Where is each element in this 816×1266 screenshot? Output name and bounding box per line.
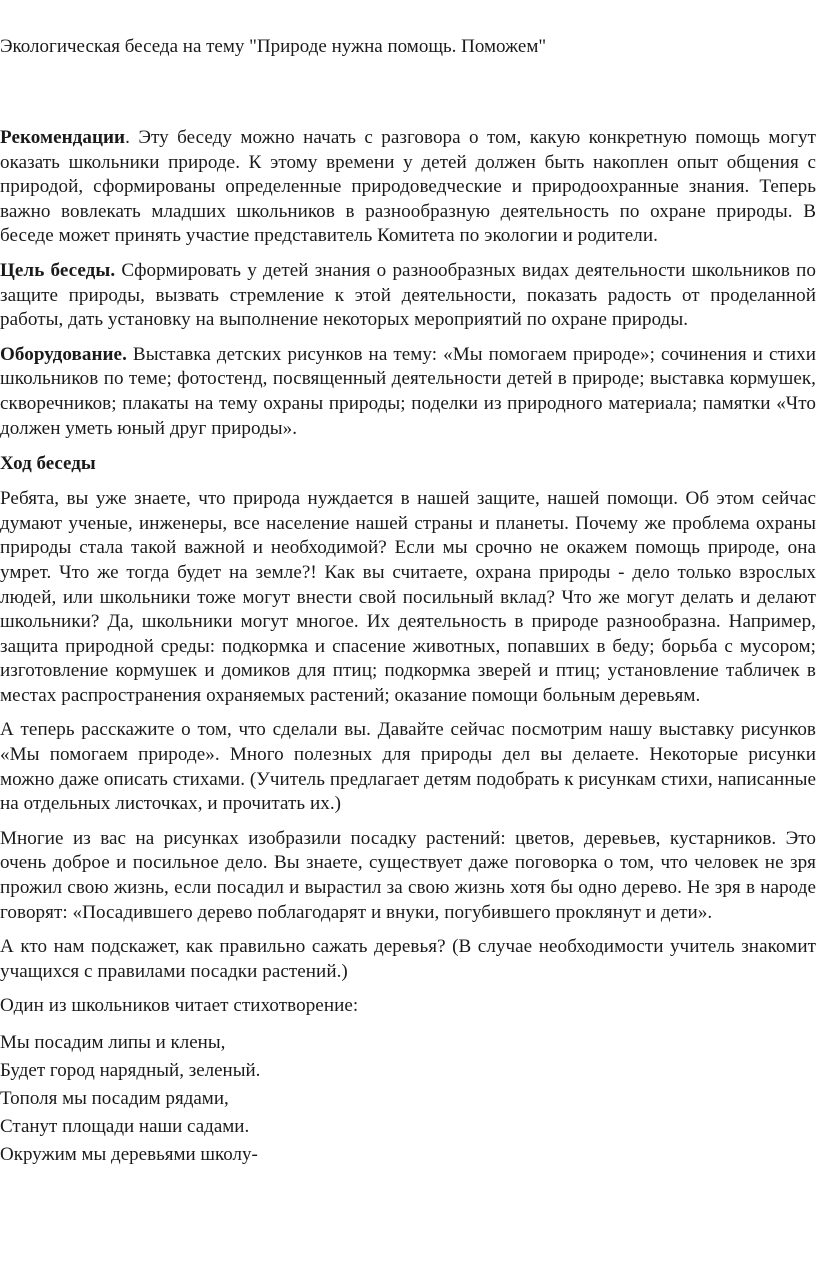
poem-line: Станут площади наши садами. <box>0 1116 250 1137</box>
body-paragraph: А кто нам подскажет, как правильно сажать деревья? (В случае необходимости учитель знакомит учащихся с правилами посадки растений.) <box>0 936 816 982</box>
goal-paragraph <box>0 259 816 333</box>
body-paragraph: Ребята, вы уже знаете, что природа нуждается в нашей защите, нашей помощи. Об этом сейчас думают ученые, инженеры, все население нашей страны и планеты. Почему же проблема охраны природы стала такой важной и необходимой? Если мы срочно не окажем помощь природе, она умрет. Что же тогда будет на земле?! Как вы считаете, охрана природы - дело только взрослых людей, или школьники тоже могут внести свой посильный вклад? Что же могут делать и делают школьники? Да, школьники могут многое. Их деятельность в природе разнообразна. Например, защита природной среды: подкормка и спасение животных, попавших в беду; борьба с мусором; изготовление кормушек и домиков для птиц; подкормка зверей и птиц; установление табличек в местах распространения охраняемых растений; оказание помощи больным деревьям. <box>0 488 816 706</box>
equipment-paragraph <box>0 343 816 441</box>
recommendations-text: . Эту беседу можно начать с разговора о том, какую конкретную помощь могут оказать школьники природе. К этому времени у детей должен быть накоплен опыт общения с природой, сформированы определенные природоведческие и природоохранные знания. Теперь важно вовлекать младших школьников в разнообразную деятельность по охране природы. В беседе может принять участие представитель Комитета по экологии и родители. <box>0 127 816 247</box>
recommendations-label: Рекомендации <box>0 127 126 148</box>
goal-text: Сформировать у детей знания о разнообразных видах деятельности школьников по защите природы, вызвать стремление к этой деятельности, показать радость от проделанной работы, дать установку на выполнение некоторых мероприятий по охране природы. <box>0 259 816 331</box>
poem-line: Тополя мы посадим рядами, <box>0 1088 229 1109</box>
poem <box>0 1029 816 1169</box>
goal-label: Цель беседы. <box>0 259 116 281</box>
poem-line: Окружим мы деревьями школу- <box>0 1144 258 1165</box>
document-body <box>0 126 816 1169</box>
document-title: Экологическая беседа на тему "Природе нужна помощь. Поможем" <box>0 36 547 57</box>
progress-heading: Ход беседы <box>0 453 96 475</box>
equipment-text: Выставка детских рисунков на тему: «Мы помогаем природе»; сочинения и стихи школьников по теме; фотостенд, посвященный деятельности детей в природе; выставка кормушек, скворечников; плакаты на тему охраны природы; поделки из природного материала; памятки «Что должен уметь юный друг природы». <box>0 343 816 439</box>
body-paragraph: Многие из вас на рисунках изобразили посадку растений: цветов, деревьев, кустарников. Это очень доброе и посильное дело. Вы знаете, существует даже поговорка о том, что человек не зря прожил свою жизнь, если посадил и вырастил за свою жизнь хотя бы одно дерево. Не зря в народе говорят: «Посадившего дерево поблагодарят и внуки, погубившего проклянут и дети». <box>0 827 816 923</box>
body-paragraph: Один из школьников читает стихотворение: <box>0 995 359 1017</box>
poem-line: Мы посадим липы и клены, <box>0 1032 226 1053</box>
poem-line: Будет город нарядный, зеленый. <box>0 1060 261 1081</box>
equipment-label: Оборудование. <box>0 343 127 365</box>
recommendations-paragraph <box>0 126 816 249</box>
body-paragraph: А теперь расскажите о том, что сделали вы. Давайте сейчас посмотрим нашу выставку рисунков «Мы помогаем природе». Много полезных для природы дел вы делаете. Некоторые рисунки можно даже описать стихами. (Учитель предлагает детям подобрать к рисункам стихи, написанные на отдельных листочках, и прочитать их.) <box>0 719 816 815</box>
